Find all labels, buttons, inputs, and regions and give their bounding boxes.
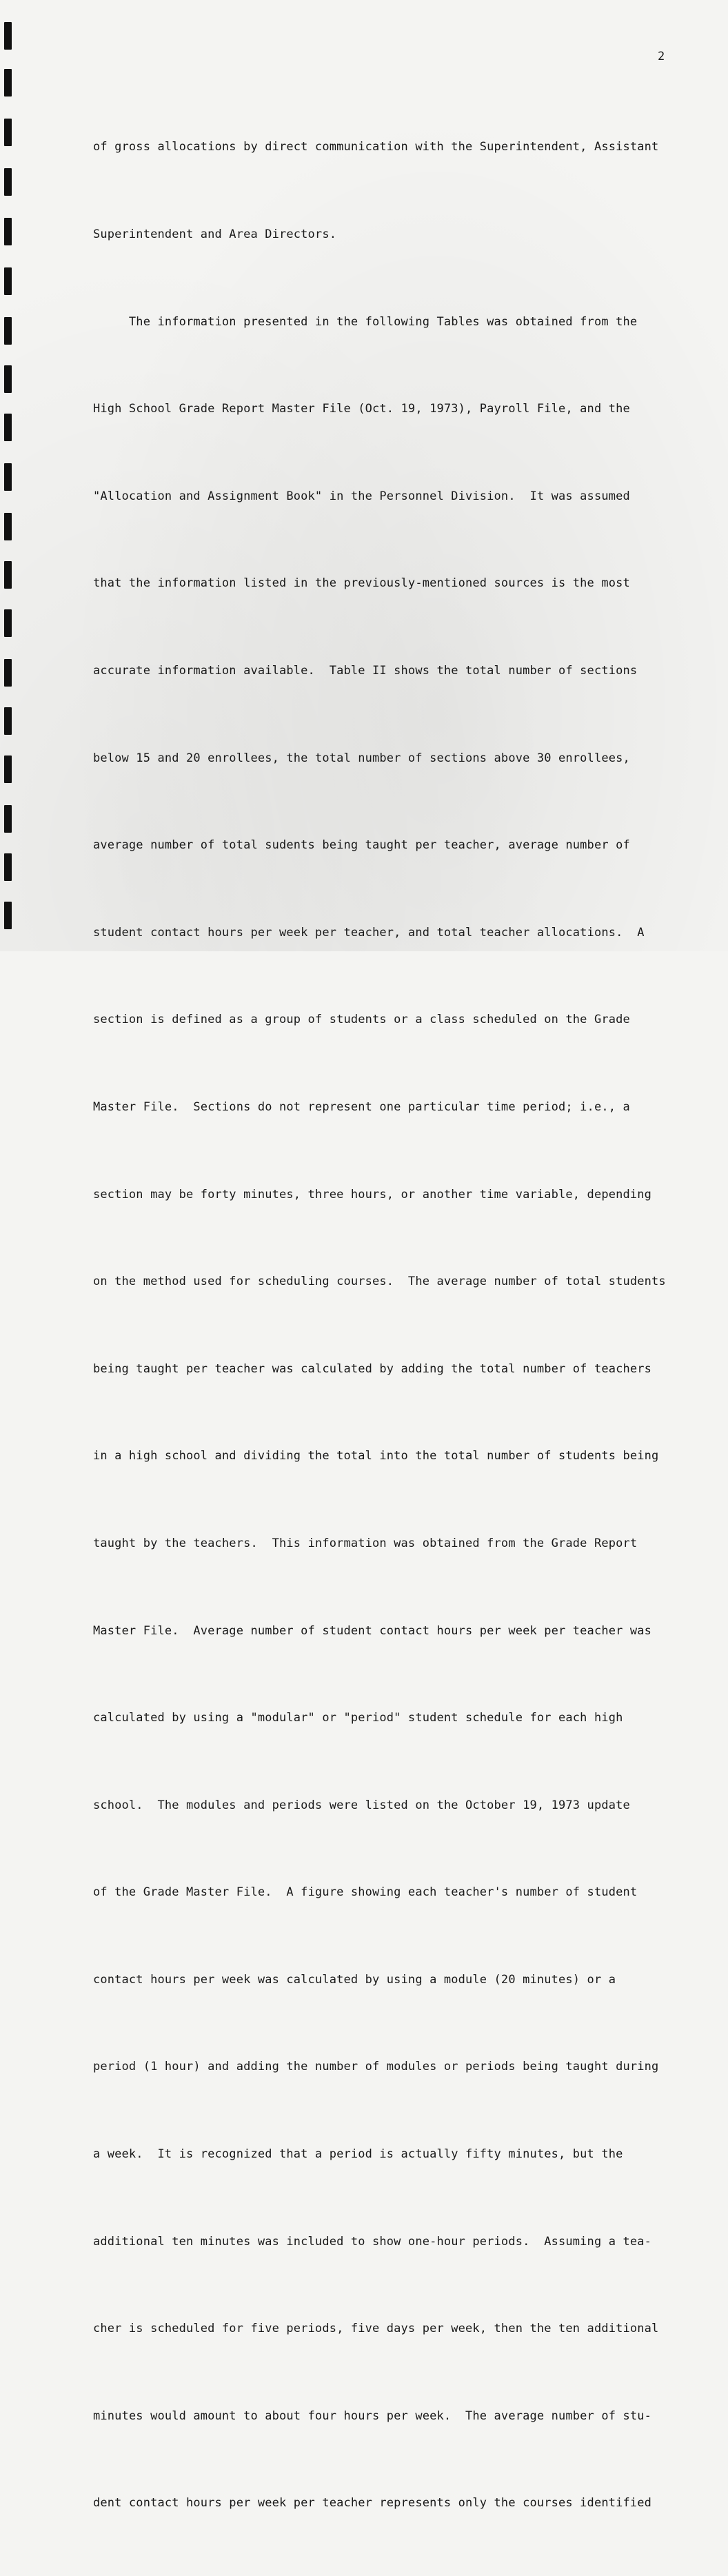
binding-mark	[4, 317, 12, 345]
binding-mark	[4, 267, 12, 295]
text-line: Master File. Sections do not represent one particular time period; i.e., a	[93, 1099, 630, 1114]
text-line: below 15 and 20 enrollees, the total number of sections above 30 enrollees,	[93, 751, 630, 765]
text-line: student contact hours per week per teacher, and total teacher allocations. A	[93, 925, 645, 940]
binding-mark	[4, 69, 12, 97]
binding-mark	[4, 805, 12, 833]
text-line: contact hours per week was calculated by using a module (20 minutes) or a	[93, 1972, 616, 1987]
text-line: dent contact hours per week per teacher represents only the courses identified	[93, 2496, 652, 2511]
text-line: that the information listed in the previously-mentioned sources is the most	[93, 576, 630, 591]
binding-mark	[4, 707, 12, 735]
binding-mark	[4, 365, 12, 393]
text-line: calculated by using a "modular" or "period" student schedule for each high	[93, 1711, 623, 1725]
text-line: High School Grade Report Master File (Oct. 19, 1973), Payroll File, and the	[93, 402, 630, 416]
text-line: school. The modules and periods were listed on the October 19, 1973 update	[93, 1798, 630, 1812]
binding-mark	[4, 513, 12, 540]
binding-mark	[4, 22, 12, 50]
text-line: in a high school and dividing the total into the total number of students being	[93, 1449, 659, 1463]
text-line: being taught per teacher was calculated by adding the total number of teachers	[93, 1361, 652, 1376]
text-line: Master File. Average number of student contact hours per week per teacher was	[93, 1623, 652, 1638]
binding-mark	[4, 561, 12, 589]
text-line: additional ten minutes was included to show one-hour periods. Assuming a tea-	[93, 2234, 652, 2249]
text-line: of gross allocations by direct communication with the Superintendent, Assistant	[93, 140, 659, 154]
text-line: of the Grade Master File. A figure showing each teacher's number of student	[93, 1885, 638, 1900]
page-number: 2	[658, 50, 665, 63]
text-line: The information presented in the following Tables was obtained from the	[93, 314, 638, 329]
text-line: minutes would amount to about four hours per week. The average number of stu-	[93, 2408, 652, 2423]
binding-mark	[4, 609, 12, 637]
body-text	[93, 74, 714, 2576]
binding-hole-marks	[4, 0, 15, 951]
binding-mark	[4, 414, 12, 441]
text-line: average number of total sudents being taught per teacher, average number of	[93, 838, 630, 853]
text-line: "Allocation and Assignment Book" in the Personnel Division. It was assumed	[93, 489, 630, 503]
binding-mark	[4, 168, 12, 196]
text-line: section may be forty minutes, three hours, or another time variable, depending	[93, 1187, 652, 1201]
text-line: a week. It is recognized that a period is actually fifty minutes, but the	[93, 2147, 623, 2162]
text-line: section is defined as a group of students or a class scheduled on the Grade	[93, 1013, 630, 1027]
binding-mark	[4, 659, 12, 687]
text-line: cher is scheduled for five periods, five days per week, then the ten additional	[93, 2322, 659, 2336]
text-line: Superintendent and Area Directors.	[93, 227, 337, 241]
binding-mark	[4, 463, 12, 491]
binding-mark	[4, 119, 12, 146]
text-line: taught by the teachers. This information was obtained from the Grade Report	[93, 1536, 638, 1550]
text-line: period (1 hour) and adding the number of modules or periods being taught during	[93, 2060, 659, 2074]
binding-mark	[4, 755, 12, 783]
binding-mark	[4, 853, 12, 881]
text-line: on the method used for scheduling courses. The average number of total students	[93, 1275, 666, 1289]
binding-mark	[4, 218, 12, 245]
text-line: accurate information available. Table II shows the total number of sections	[93, 663, 638, 678]
binding-mark	[4, 902, 12, 929]
